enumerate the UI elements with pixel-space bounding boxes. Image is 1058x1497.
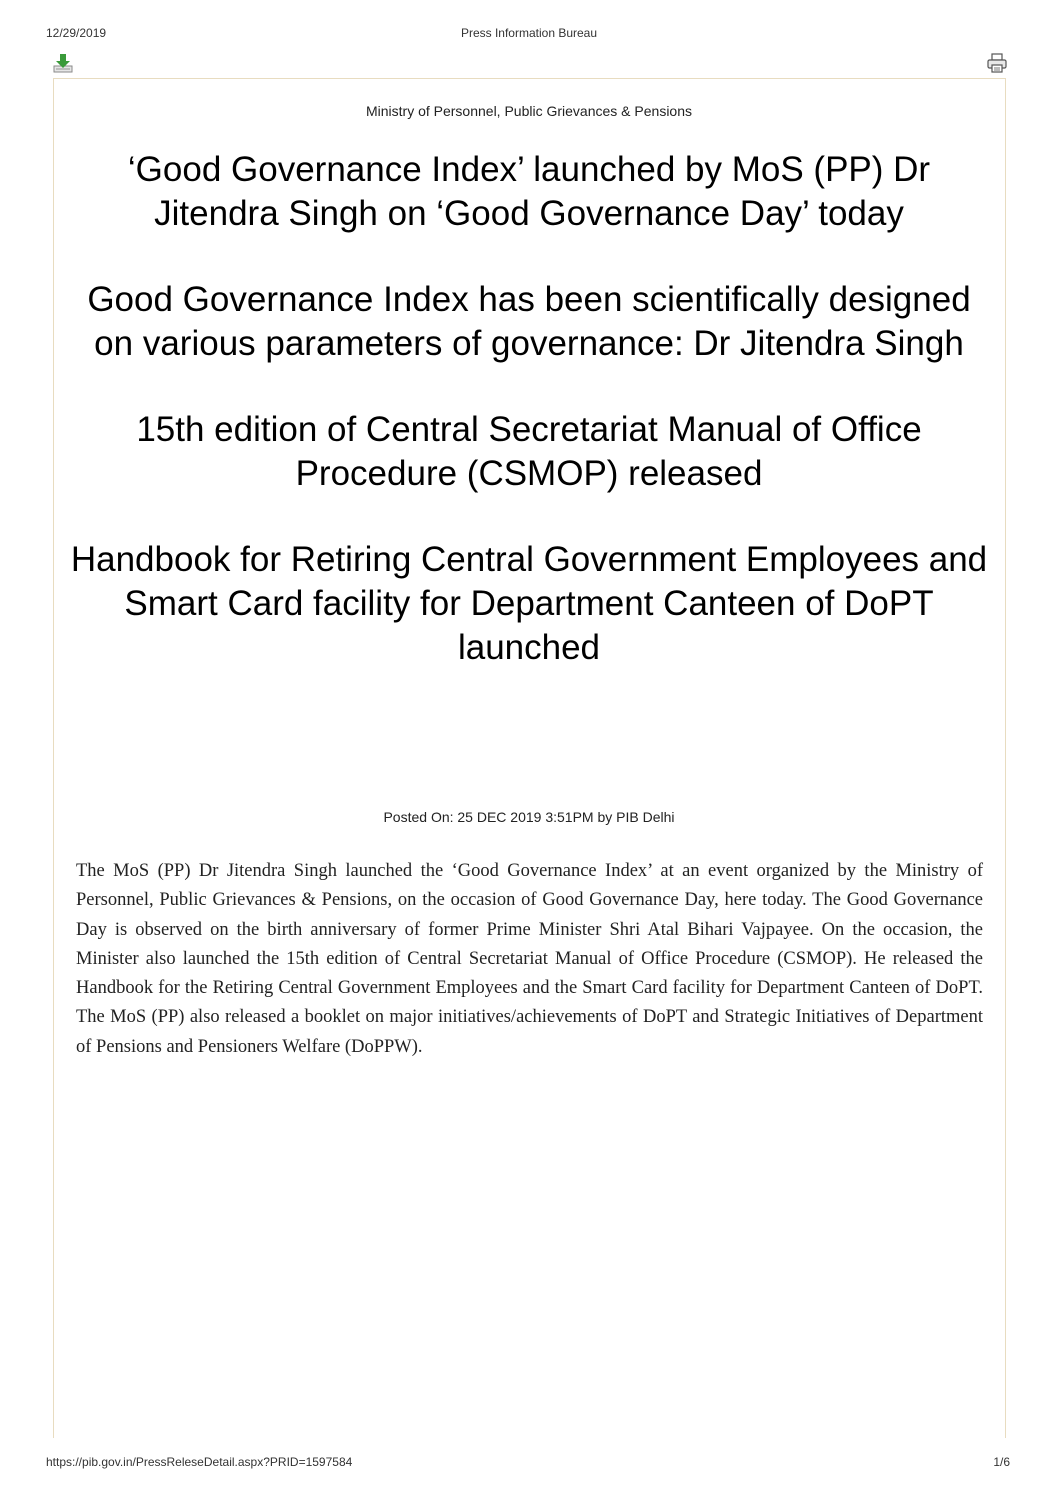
print-header — [0, 26, 1058, 42]
headline-handbook: Handbook for Retiring Central Government Employees and Smart Card facility for Department Canteen of DoPT launched — [70, 540, 988, 667]
ministry-name: Ministry of Personnel, Public Grievances & Pensions — [365, 103, 693, 119]
download-icon[interactable] — [52, 52, 74, 74]
page-number: 1/6 — [993, 1455, 1010, 1469]
page-url: https://pib.gov.in/PressReleseDetail.aspx?PRID=1597584 — [46, 1455, 353, 1469]
posted-on: Posted On: 25 DEC 2019 3:51PM by PIB Delhi — [383, 809, 675, 825]
headline-group — [70, 148, 988, 712]
print-title: Press Information Bureau — [460, 26, 598, 40]
headline-csmop: 15th edition of Central Secretariat Manual of Office Procedure (CSMOP) released — [136, 410, 922, 493]
printer-icon[interactable] — [986, 52, 1008, 74]
headline-primary: ‘Good Governance Index’ launched by MoS (PP) Dr Jitendra Singh on ‘Good Governance Day’ today — [127, 150, 931, 233]
print-date: 12/29/2019 — [46, 26, 107, 40]
article-body: The MoS (PP) Dr Jitendra Singh launched the ‘Good Governance Index’ at an event organized by the Ministry of Personnel, Public Grievances & Pensions, on the occasion of Good Governance Day, here today. The Good Governance Day is observed on the birth anniversary of former Prime Minister Shri Atal Bihari Vajpayee. On the occasion, the Minister also launched the 15th edition of Central Secretariat Manual of Office Procedure (CSMOP). He released the Handbook for the Retiring Central Government Employees and the Smart Card facility for Department Canteen of DoPT. The MoS (PP) also released a booklet on major initiatives/achievements of DoPT and Strategic Initiatives of Department of Pensions and Pensioners Welfare (DoPPW). — [76, 861, 983, 1057]
headline-secondary: Good Governance Index has been scientifically designed on various parameters of governance: Dr Jitendra Singh — [87, 280, 971, 363]
